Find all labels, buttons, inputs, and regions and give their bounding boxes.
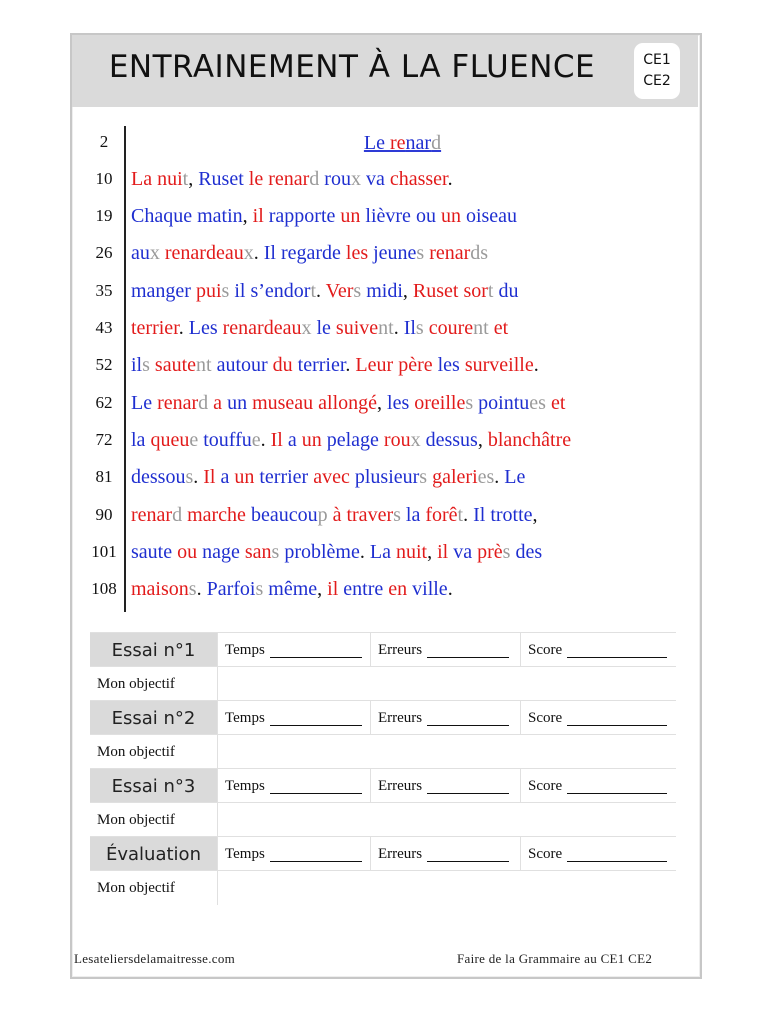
time-field[interactable] — [217, 837, 370, 871]
story-segment: x — [243, 242, 254, 264]
story-segment: forê — [425, 504, 458, 526]
story-segment: Leur — [355, 354, 399, 376]
story-segment: renar — [268, 168, 310, 190]
story-segment: trotte — [490, 504, 533, 526]
score-field-label: Score — [528, 709, 563, 726]
objective-label: Mon objectif — [97, 675, 175, 692]
word-count-number: 62 — [95, 393, 113, 412]
story-segment: d — [309, 168, 325, 190]
story-segment: . — [494, 466, 505, 488]
story-segment: un — [234, 466, 260, 488]
time-field-blank[interactable] — [270, 643, 362, 658]
errors-field[interactable] — [370, 769, 520, 803]
word-count-number: 35 — [95, 281, 113, 300]
story-segment: , — [317, 578, 328, 600]
story-segment: le — [316, 317, 336, 339]
story-line — [131, 317, 508, 340]
story-segment: La — [131, 168, 158, 190]
story-segment: traver — [346, 504, 394, 526]
story-segment: matin — [197, 205, 243, 227]
score-field[interactable] — [520, 633, 676, 667]
level-ce1: CE1 — [643, 52, 671, 68]
worksheet-title: ENTRAINEMENT À LA FLUENCE — [108, 49, 596, 85]
trial-label: Évaluation — [90, 837, 217, 871]
time-field-blank[interactable] — [270, 711, 362, 726]
score-field-label: Score — [528, 777, 563, 794]
story-segment: s — [415, 317, 429, 339]
story-segment: . — [196, 578, 207, 600]
story-segment: nt — [473, 317, 494, 339]
story-segment: . — [253, 242, 264, 264]
story-segment: un — [301, 429, 327, 451]
objective-row — [90, 734, 676, 769]
story-segment: regarde — [280, 242, 346, 264]
trial-label: Essai n°3 — [90, 769, 217, 803]
story-segment: s — [419, 466, 433, 488]
story-segment: un — [440, 205, 466, 227]
story-segment: x — [149, 242, 165, 264]
story-segment: renar — [157, 392, 199, 414]
story-line — [131, 578, 453, 601]
story-segment: touffu — [203, 429, 252, 451]
story-segment: blanchâtre — [487, 429, 572, 451]
story-segment: s — [185, 466, 194, 488]
story-segment: s’endor — [250, 280, 311, 302]
story-segment: oiseau — [465, 205, 518, 227]
story-segment: Il — [270, 429, 288, 451]
story-segment: d — [172, 504, 188, 526]
objective-label: Mon objectif — [97, 879, 175, 896]
story-segment: Il — [403, 317, 416, 339]
story-segment: museau — [252, 392, 319, 414]
story-segment: jeune — [373, 242, 417, 264]
story-segment: terrier — [297, 354, 346, 376]
story-segment: des — [515, 541, 543, 563]
story-segment: la — [405, 504, 426, 526]
score-field-blank[interactable] — [567, 847, 667, 862]
story-segment: Parfoi — [206, 578, 256, 600]
story-segment: x — [410, 429, 426, 451]
time-field[interactable] — [217, 701, 370, 735]
story-segment: Il — [203, 466, 221, 488]
word-count-number: 90 — [95, 505, 113, 524]
time-field-label: Temps — [225, 709, 265, 726]
objective-row — [90, 870, 676, 905]
story-segment: surveille — [464, 354, 534, 376]
story-segment: , — [188, 168, 199, 190]
story-segment: t — [457, 504, 464, 526]
errors-field-label: Erreurs — [378, 777, 423, 794]
story-title-segment: nar — [405, 132, 432, 154]
story-segment: pui — [195, 280, 222, 302]
errors-field-blank[interactable] — [427, 711, 509, 726]
word-count-number: 108 — [91, 579, 117, 598]
story-segment: Ver — [325, 280, 354, 302]
story-segment: un — [227, 392, 253, 414]
story-segment: rou — [324, 168, 351, 190]
time-field-label: Temps — [225, 777, 265, 794]
story-segment: ou — [177, 541, 203, 563]
errors-field-blank[interactable] — [427, 643, 509, 658]
level-badge — [634, 43, 680, 99]
story-segment: saute — [154, 354, 197, 376]
story-segment: s — [271, 541, 285, 563]
story-segment: . — [447, 578, 453, 600]
story-line — [131, 504, 538, 527]
story-segment: problème — [284, 541, 360, 563]
story-segment: nt — [196, 354, 217, 376]
trial-row — [90, 632, 676, 667]
story-segment: a — [287, 429, 302, 451]
story-segment: rou — [383, 429, 411, 451]
time-field-blank[interactable] — [270, 779, 362, 794]
time-field[interactable] — [217, 769, 370, 803]
time-field-blank[interactable] — [270, 847, 362, 862]
score-field-blank[interactable] — [567, 779, 667, 794]
story-segment: manger — [131, 280, 196, 302]
time-field-label: Temps — [225, 845, 265, 862]
story-segment: . — [345, 354, 356, 376]
story-segment: d — [198, 392, 214, 414]
story-segment: entre — [343, 578, 389, 600]
story-line — [131, 242, 488, 265]
story-segment: s — [353, 280, 367, 302]
story-segment: . — [260, 429, 271, 451]
score-field-label: Score — [528, 641, 563, 658]
word-count-number: 19 — [95, 206, 113, 225]
story-line — [131, 541, 542, 564]
story-segment: père — [398, 354, 438, 376]
word-count-number: 72 — [95, 430, 113, 449]
story-segment: , — [427, 541, 438, 563]
word-count-number: 2 — [99, 132, 109, 151]
trial-row — [90, 836, 676, 871]
story-segment: dessou — [131, 466, 186, 488]
story-segment: s — [255, 578, 269, 600]
story-segment: il — [131, 354, 143, 376]
story-segment: , — [532, 504, 538, 526]
story-segment: va — [365, 168, 390, 190]
trial-row — [90, 700, 676, 735]
story-segment: Il — [263, 242, 281, 264]
story-segment: avec — [313, 466, 355, 488]
story-line — [131, 392, 565, 415]
story-line — [131, 280, 518, 303]
column-divider — [124, 126, 126, 612]
story-segment: allongé — [318, 392, 378, 414]
score-field-blank[interactable] — [567, 643, 667, 658]
story-segment: et — [493, 317, 509, 339]
story-segment: Le — [504, 466, 526, 488]
story-line — [131, 205, 517, 228]
story-line — [131, 429, 571, 452]
story-segment: renardeau — [222, 317, 302, 339]
story-segment: pelage — [326, 429, 384, 451]
story-segment: prè — [477, 541, 503, 563]
score-field[interactable] — [520, 769, 676, 803]
story-segment: s — [416, 242, 430, 264]
story-title-segment: d — [431, 132, 442, 154]
story-segment: du — [272, 354, 298, 376]
errors-field-label: Erreurs — [378, 845, 423, 862]
story-segment: s — [465, 392, 479, 414]
errors-field[interactable] — [370, 837, 520, 871]
story-segment: dessus — [425, 429, 478, 451]
story-segment: nt — [378, 317, 394, 339]
story-segment: chasser — [389, 168, 448, 190]
story-segment: du — [498, 280, 519, 302]
story-segment: , — [377, 392, 388, 414]
story-segment: et — [550, 392, 566, 414]
story-segment: queu — [150, 429, 190, 451]
story-segment: . — [359, 541, 370, 563]
trial-row — [90, 768, 676, 803]
story-segment: nage — [202, 541, 245, 563]
story-title — [131, 132, 674, 155]
story-segment: il — [234, 280, 251, 302]
word-count-number: 26 — [95, 243, 113, 262]
story-segment: , — [402, 280, 413, 302]
story-segment: un — [340, 205, 366, 227]
story-segment: e — [189, 429, 204, 451]
story-segment: e — [251, 429, 261, 451]
trial-label: Essai n°2 — [90, 701, 217, 735]
story-segment: les — [387, 392, 415, 414]
story-segment: maison — [131, 578, 189, 600]
story-segment: La — [369, 541, 396, 563]
story-segment: galeri — [432, 466, 478, 488]
story-segment: , — [477, 429, 488, 451]
word-count-number: 10 — [95, 169, 113, 188]
objective-label: Mon objectif — [97, 811, 175, 828]
story-segment: suive — [335, 317, 379, 339]
errors-field-blank[interactable] — [427, 847, 509, 862]
errors-field-blank[interactable] — [427, 779, 509, 794]
story-segment: san — [244, 541, 272, 563]
trial-label: Essai n°1 — [90, 633, 217, 667]
footer-series: Faire de la Grammaire au CE1 CE2 — [457, 951, 653, 966]
story-segment: x — [301, 317, 317, 339]
story-segment: s — [393, 504, 406, 526]
story-segment: ou — [415, 205, 441, 227]
story-segment: , — [242, 205, 253, 227]
story-segment: même — [268, 578, 318, 600]
story-segment: lièvre — [365, 205, 416, 227]
story-segment: es — [529, 392, 551, 414]
story-segment: plusieur — [354, 466, 420, 488]
level-ce2: CE2 — [643, 73, 671, 89]
score-field[interactable] — [520, 837, 676, 871]
story-segment: Les — [188, 317, 223, 339]
story-segment: beaucou — [250, 504, 318, 526]
story-segment: Ruset — [412, 280, 464, 302]
story-segment: la — [131, 429, 151, 451]
story-segment: le — [248, 168, 269, 190]
story-segment: t — [310, 280, 317, 302]
story-segment: . — [533, 354, 539, 376]
story-segment: renar — [131, 504, 173, 526]
story-segment: s — [502, 541, 516, 563]
story-segment: il — [327, 578, 344, 600]
objective-label: Mon objectif — [97, 743, 175, 760]
objective-divider — [217, 735, 218, 769]
story-segment: t — [487, 280, 499, 302]
story-line — [131, 466, 525, 489]
story-segment: coure — [428, 317, 474, 339]
story-title-segment: re — [390, 132, 406, 154]
story-segment: au — [131, 242, 150, 264]
score-field-blank[interactable] — [567, 711, 667, 726]
story-segment: x — [350, 168, 366, 190]
story-segment: s — [221, 280, 235, 302]
story-segment: saute — [131, 541, 178, 563]
story-segment: Le — [131, 392, 158, 414]
story-segment: renardeau — [164, 242, 244, 264]
story-segment: midi — [366, 280, 403, 302]
story-segment: il — [437, 541, 454, 563]
story-segment: les — [345, 242, 374, 264]
story-segment: va — [453, 541, 478, 563]
errors-field-label: Erreurs — [378, 709, 423, 726]
objective-divider — [217, 803, 218, 837]
story-segment: sor — [463, 280, 488, 302]
story-segment: à — [332, 504, 347, 526]
story-segment: pointu — [478, 392, 530, 414]
story-segment: . — [178, 317, 189, 339]
story-segment: en — [388, 578, 413, 600]
word-count-number: 101 — [91, 542, 117, 561]
story-segment: Ruset — [198, 168, 249, 190]
story-segment: s — [142, 354, 155, 376]
story-segment: . — [447, 168, 453, 190]
story-segment: . — [316, 280, 326, 302]
story-segment: a — [213, 392, 228, 414]
story-segment: il — [252, 205, 269, 227]
objective-divider — [217, 667, 218, 701]
time-field[interactable] — [217, 633, 370, 667]
word-count-number: 52 — [95, 355, 113, 374]
story-segment: marche — [187, 504, 251, 526]
story-segment: Chaque — [131, 205, 198, 227]
story-segment: renar — [429, 242, 471, 264]
footer-website: Lesateliersdelamaitresse.com — [74, 951, 236, 966]
story-segment: es — [477, 466, 495, 488]
story-segment: rapporte — [268, 205, 341, 227]
story-segment: a — [220, 466, 235, 488]
story-segment: Il — [473, 504, 491, 526]
story-line — [131, 354, 539, 377]
story-segment: . — [463, 504, 474, 526]
word-count-number: 43 — [95, 318, 113, 337]
story-segment: ville — [412, 578, 448, 600]
story-segment: autour — [216, 354, 273, 376]
story-segment: t — [182, 168, 189, 190]
story-title-segment: Le — [363, 132, 390, 154]
errors-field[interactable] — [370, 701, 520, 735]
story-segment: les — [437, 354, 465, 376]
score-field[interactable] — [520, 701, 676, 735]
objective-row — [90, 802, 676, 837]
story-line — [131, 168, 453, 191]
errors-field-label: Erreurs — [378, 641, 423, 658]
story-segment: ds — [470, 242, 489, 264]
story-segment: terrier — [131, 317, 179, 339]
objective-divider — [217, 871, 218, 905]
worksheet-header — [72, 35, 698, 107]
story-segment: oreille — [414, 392, 466, 414]
time-field-label: Temps — [225, 641, 265, 658]
story-segment: s — [188, 578, 197, 600]
story-segment: . — [393, 317, 404, 339]
story-segment: . — [193, 466, 204, 488]
story-segment: nuit — [395, 541, 428, 563]
errors-field[interactable] — [370, 633, 520, 667]
objective-row — [90, 666, 676, 701]
story-segment: p — [317, 504, 333, 526]
word-count-number: 81 — [95, 467, 113, 486]
score-field-label: Score — [528, 845, 563, 862]
story-segment: terrier — [259, 466, 314, 488]
story-segment: nui — [157, 168, 183, 190]
